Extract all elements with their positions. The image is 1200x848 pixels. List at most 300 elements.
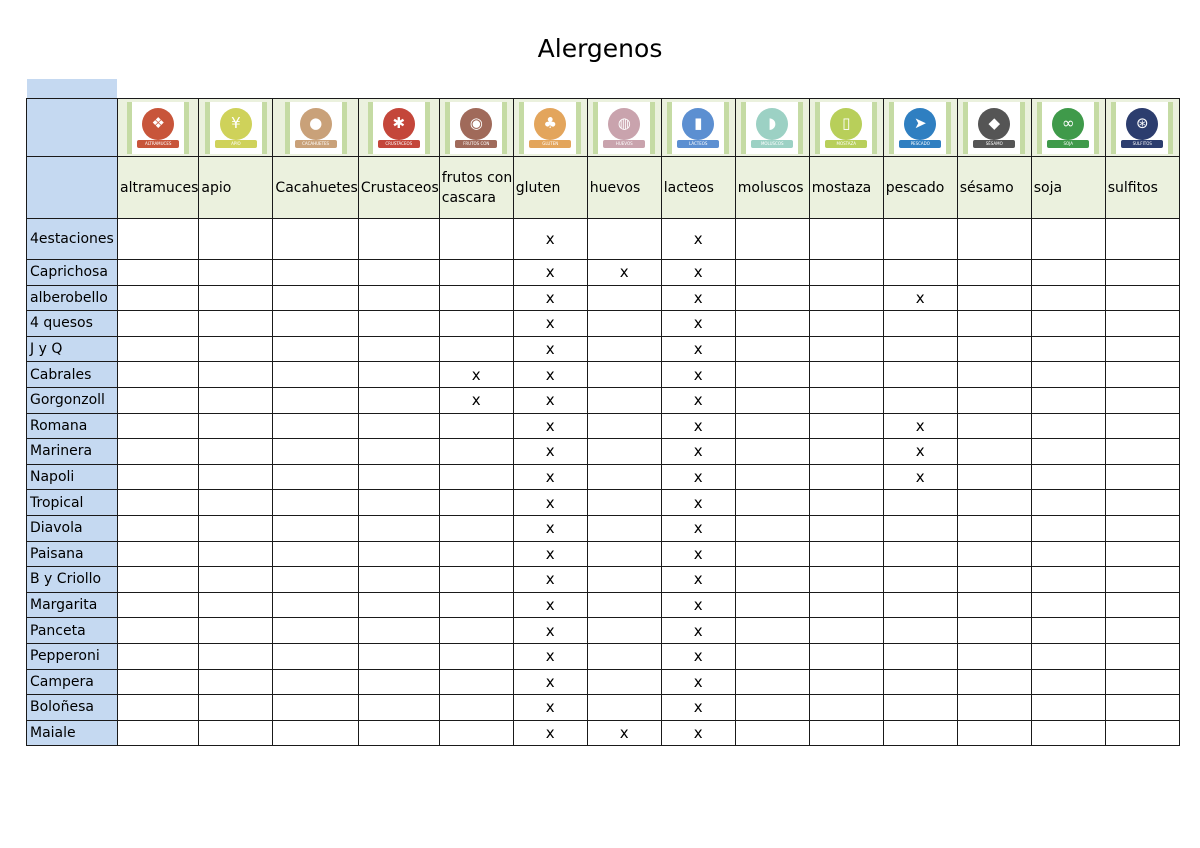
allergen-mark-cell xyxy=(809,260,883,286)
allergen-mark-cell xyxy=(439,618,513,644)
table-row xyxy=(27,592,1180,618)
allergen-mark-cell: x xyxy=(587,260,661,286)
allergen-mark-cell: x xyxy=(883,413,957,439)
allergen-mark-cell xyxy=(1031,362,1105,388)
allergen-symbol: ▯ xyxy=(830,108,862,140)
allergen-mark-cell xyxy=(883,336,957,362)
allergen-mark-cell xyxy=(957,336,1031,362)
allergen-badge-label: GLUTEN xyxy=(529,140,571,148)
allergen-badge-label: HUEVOS xyxy=(603,140,645,148)
allergen-mark-cell: x xyxy=(661,260,735,286)
allergen-mark-cell xyxy=(439,490,513,516)
allergen-mark-cell xyxy=(735,695,809,721)
allergen-icon-cell-8 xyxy=(735,99,809,157)
allergen-mark-cell xyxy=(199,490,273,516)
allergen-mark-cell xyxy=(358,260,439,286)
allergen-mark-cell xyxy=(587,567,661,593)
allergen-mark-cell xyxy=(358,413,439,439)
allergen-mark-cell xyxy=(439,669,513,695)
allergen-mark-cell xyxy=(957,720,1031,746)
table-row xyxy=(27,490,1180,516)
table-row xyxy=(27,567,1180,593)
allergen-mark-cell xyxy=(439,695,513,721)
table-row xyxy=(27,285,1180,311)
allergen-mark-cell xyxy=(809,669,883,695)
allergen-badge-label: SULFITOS xyxy=(1121,140,1163,148)
allergen-mark-cell xyxy=(809,285,883,311)
allergen-mark-cell xyxy=(1105,464,1179,490)
allergen-badge-label: MOSTAZA xyxy=(825,140,867,148)
allergen-mark-cell xyxy=(883,643,957,669)
allergen-name-cell: pescado xyxy=(883,157,957,219)
allergen-mark-cell xyxy=(957,669,1031,695)
peanut-icon xyxy=(285,102,347,154)
allergen-mark-cell: x xyxy=(513,567,587,593)
shell-icon xyxy=(741,102,803,154)
pizza-name-cell: Margarita xyxy=(27,592,118,618)
allergen-name-cell: soja xyxy=(1031,157,1105,219)
allergen-mark-cell xyxy=(118,336,199,362)
allergen-mark-cell xyxy=(957,490,1031,516)
allergen-mark-cell xyxy=(735,285,809,311)
pizza-name-cell: 4estaciones xyxy=(27,219,118,260)
allergen-mark-cell xyxy=(1105,439,1179,465)
allergen-mark-cell xyxy=(199,311,273,337)
allergen-mark-cell: x xyxy=(513,695,587,721)
allergen-mark-cell xyxy=(883,695,957,721)
allergen-symbol: ◆ xyxy=(978,108,1010,140)
allergen-mark-cell xyxy=(957,643,1031,669)
allergen-mark-cell xyxy=(809,439,883,465)
allergen-mark-cell xyxy=(1031,387,1105,413)
allergen-mark-cell xyxy=(439,439,513,465)
pizza-name-cell: Marinera xyxy=(27,439,118,465)
allergen-mark-cell: x xyxy=(661,695,735,721)
allergen-mark-cell xyxy=(358,464,439,490)
allergen-mark-cell xyxy=(439,285,513,311)
table-row xyxy=(27,336,1180,362)
allergen-mark-cell xyxy=(809,515,883,541)
allergen-mark-cell: x xyxy=(513,464,587,490)
allergen-mark-cell xyxy=(883,567,957,593)
lobster-icon xyxy=(368,102,430,154)
allergen-mark-cell xyxy=(957,439,1031,465)
allergen-mark-cell xyxy=(1105,260,1179,286)
allergen-mark-cell xyxy=(587,490,661,516)
allergen-mark-cell xyxy=(883,592,957,618)
allergen-mark-cell xyxy=(273,311,358,337)
allergen-mark-cell xyxy=(735,490,809,516)
pizza-name-cell: Campera xyxy=(27,669,118,695)
allergen-mark-cell xyxy=(587,515,661,541)
allergen-mark-cell xyxy=(809,362,883,388)
egg-icon xyxy=(593,102,655,154)
allergen-name-cell: huevos xyxy=(587,157,661,219)
allergen-mark-cell: x xyxy=(513,618,587,644)
allergen-mark-cell: x xyxy=(661,413,735,439)
table-row xyxy=(27,413,1180,439)
allergen-mark-cell xyxy=(883,387,957,413)
allergen-mark-cell xyxy=(883,669,957,695)
allergen-mark-cell: x xyxy=(513,490,587,516)
allergen-mark-cell xyxy=(273,515,358,541)
allergen-mark-cell: x xyxy=(661,311,735,337)
allergen-mark-cell: x xyxy=(661,567,735,593)
allergen-mark-cell xyxy=(439,413,513,439)
allergen-mark-cell xyxy=(199,695,273,721)
allergen-mark-cell xyxy=(118,490,199,516)
allergen-mark-cell xyxy=(118,567,199,593)
header-blank-cell xyxy=(27,157,118,219)
allergen-mark-cell xyxy=(809,387,883,413)
allergen-mark-cell xyxy=(587,336,661,362)
allergen-mark-cell xyxy=(358,592,439,618)
allergen-mark-cell xyxy=(1105,695,1179,721)
allergen-mark-cell xyxy=(439,336,513,362)
allergen-mark-cell xyxy=(439,311,513,337)
allergen-icon-cell-12 xyxy=(1031,99,1105,157)
pizza-name-cell: Cabrales xyxy=(27,362,118,388)
allergen-mark-cell xyxy=(1105,413,1179,439)
allergen-icon-cell-10 xyxy=(883,99,957,157)
allergen-name-cell: Crustaceos xyxy=(358,157,439,219)
allergen-mark-cell xyxy=(118,643,199,669)
allergen-mark-cell xyxy=(809,490,883,516)
allergen-mark-cell xyxy=(735,219,809,260)
allergen-mark-cell xyxy=(883,362,957,388)
allergen-mark-cell: x xyxy=(513,720,587,746)
allergen-mark-cell xyxy=(199,541,273,567)
allergen-mark-cell xyxy=(1105,567,1179,593)
allergen-mark-cell xyxy=(957,695,1031,721)
allergen-mark-cell: x xyxy=(513,219,587,260)
pizza-name-cell: Paisana xyxy=(27,541,118,567)
allergen-mark-cell xyxy=(735,362,809,388)
allergen-mark-cell xyxy=(199,439,273,465)
table-row xyxy=(27,311,1180,337)
allergen-mark-cell xyxy=(587,464,661,490)
allergen-mark-cell: x xyxy=(513,439,587,465)
allergen-mark-cell: x xyxy=(513,362,587,388)
allergen-name-cell: sésamo xyxy=(957,157,1031,219)
allergen-mark-cell xyxy=(809,720,883,746)
allergen-badge-label: SÉSAMO xyxy=(973,140,1015,148)
allergen-mark-cell: x xyxy=(661,285,735,311)
allergen-mark-cell xyxy=(1031,219,1105,260)
allergen-badge-label: APIO xyxy=(215,140,257,148)
allergen-mark-cell xyxy=(273,439,358,465)
allergen-mark-cell xyxy=(358,285,439,311)
allergen-symbol: ❖ xyxy=(142,108,174,140)
allergen-mark-cell xyxy=(358,439,439,465)
allergen-badge-label: SOJA xyxy=(1047,140,1089,148)
allergen-mark-cell xyxy=(439,720,513,746)
allergen-mark-cell xyxy=(1031,490,1105,516)
allergen-mark-cell xyxy=(358,669,439,695)
allergen-mark-cell xyxy=(199,387,273,413)
allergen-mark-cell xyxy=(273,260,358,286)
allergen-mark-cell xyxy=(1105,618,1179,644)
allergen-mark-cell: x xyxy=(513,336,587,362)
allergen-mark-cell xyxy=(358,336,439,362)
allergen-mark-cell xyxy=(735,720,809,746)
allergen-mark-cell xyxy=(118,260,199,286)
allergen-symbol: ♣ xyxy=(534,108,566,140)
allergen-mark-cell xyxy=(1031,618,1105,644)
allergen-mark-cell xyxy=(883,219,957,260)
page-title: Alergenos xyxy=(537,34,663,63)
allergen-icon-cell-1 xyxy=(199,99,273,157)
allergen-mark-cell xyxy=(199,464,273,490)
allergen-mark-cell xyxy=(273,669,358,695)
allergen-mark-cell xyxy=(199,285,273,311)
allergen-name-cell: mostaza xyxy=(809,157,883,219)
allergen-mark-cell xyxy=(358,541,439,567)
allergen-badge-label: LÁCTEOS xyxy=(677,140,719,148)
allergen-mark-cell xyxy=(1105,362,1179,388)
allergen-symbol: ➤ xyxy=(904,108,936,140)
allergen-symbol: ◗ xyxy=(756,108,788,140)
allergen-mark-cell xyxy=(587,413,661,439)
allergen-mark-cell xyxy=(358,567,439,593)
allergen-icon-cell-0 xyxy=(118,99,199,157)
pizza-name-cell: Panceta xyxy=(27,618,118,644)
table-row xyxy=(27,439,1180,465)
allergen-mark-cell xyxy=(118,618,199,644)
mustard-icon xyxy=(815,102,877,154)
allergen-mark-cell xyxy=(1031,592,1105,618)
allergen-mark-cell xyxy=(199,720,273,746)
allergen-icon-cell-13 xyxy=(1105,99,1179,157)
allergen-mark-cell xyxy=(1031,541,1105,567)
allergen-name-cell: apio xyxy=(199,157,273,219)
allergen-name-cell: lacteos xyxy=(661,157,735,219)
allergen-mark-cell xyxy=(883,260,957,286)
allergen-mark-cell xyxy=(439,260,513,286)
allergen-mark-cell: x xyxy=(661,720,735,746)
allergen-mark-cell xyxy=(439,541,513,567)
allergen-icon-cell-6 xyxy=(587,99,661,157)
icon-header-row xyxy=(27,99,1180,157)
allergen-mark-cell: x xyxy=(513,643,587,669)
allergen-mark-cell xyxy=(118,464,199,490)
wheat-icon xyxy=(519,102,581,154)
allergen-mark-cell xyxy=(883,311,957,337)
allergen-mark-cell xyxy=(118,515,199,541)
allergen-icon-cell-5 xyxy=(513,99,587,157)
allergen-mark-cell xyxy=(957,362,1031,388)
allergen-mark-cell: x xyxy=(661,669,735,695)
allergen-mark-cell xyxy=(118,387,199,413)
allergen-mark-cell xyxy=(199,669,273,695)
allergen-mark-cell xyxy=(439,592,513,618)
allergen-mark-cell xyxy=(735,464,809,490)
allergen-symbol: ✱ xyxy=(383,108,415,140)
allergen-symbol: ● xyxy=(300,108,332,140)
allergen-mark-cell xyxy=(735,541,809,567)
allergen-mark-cell xyxy=(587,592,661,618)
allergen-mark-cell xyxy=(439,515,513,541)
pizza-name-cell: Maiale xyxy=(27,720,118,746)
pizza-name-cell: Caprichosa xyxy=(27,260,118,286)
allergen-mark-cell xyxy=(118,219,199,260)
allergen-symbol: ◍ xyxy=(608,108,640,140)
allergen-mark-cell xyxy=(1031,311,1105,337)
celery-icon xyxy=(205,102,267,154)
allergen-mark-cell xyxy=(957,311,1031,337)
allergen-mark-cell xyxy=(273,720,358,746)
allergen-mark-cell xyxy=(358,219,439,260)
allergen-mark-cell xyxy=(273,695,358,721)
allergen-mark-cell xyxy=(1105,541,1179,567)
allergen-mark-cell xyxy=(1031,413,1105,439)
allergen-mark-cell: x xyxy=(883,439,957,465)
table-row xyxy=(27,669,1180,695)
allergen-mark-cell xyxy=(1031,515,1105,541)
allergen-mark-cell: x xyxy=(661,618,735,644)
allergen-mark-cell: x xyxy=(439,362,513,388)
allergen-mark-cell xyxy=(273,413,358,439)
pizza-name-cell: Romana xyxy=(27,413,118,439)
allergen-mark-cell xyxy=(1105,311,1179,337)
allergen-mark-cell xyxy=(587,643,661,669)
allergen-mark-cell xyxy=(118,695,199,721)
allergen-mark-cell xyxy=(199,618,273,644)
allergen-mark-cell xyxy=(735,260,809,286)
allergen-mark-cell xyxy=(273,490,358,516)
allergen-mark-cell xyxy=(1105,720,1179,746)
allergen-mark-cell: x xyxy=(661,541,735,567)
table-row xyxy=(27,541,1180,567)
allergen-mark-cell: x xyxy=(661,592,735,618)
allergen-mark-cell: x xyxy=(661,490,735,516)
table-row xyxy=(27,219,1180,260)
header-blank-cell xyxy=(27,99,118,157)
pizza-name-cell: Boloñesa xyxy=(27,695,118,721)
allergen-icon-cell-9 xyxy=(809,99,883,157)
allergen-mark-cell: x xyxy=(513,387,587,413)
allergen-mark-cell: x xyxy=(661,643,735,669)
allergen-mark-cell xyxy=(1105,515,1179,541)
allergen-mark-cell xyxy=(273,567,358,593)
allergen-mark-cell xyxy=(199,413,273,439)
allergen-mark-cell xyxy=(1031,285,1105,311)
allergen-mark-cell xyxy=(199,592,273,618)
fish-icon xyxy=(889,102,951,154)
allergen-mark-cell: x xyxy=(513,260,587,286)
table-row xyxy=(27,643,1180,669)
allergen-mark-cell xyxy=(273,464,358,490)
allergen-mark-cell xyxy=(1105,592,1179,618)
pizza-name-cell: Tropical xyxy=(27,490,118,516)
table-row xyxy=(27,515,1180,541)
allergen-mark-cell xyxy=(587,695,661,721)
allergen-mark-cell xyxy=(1105,490,1179,516)
allergen-icon-cell-2 xyxy=(273,99,358,157)
allergen-mark-cell xyxy=(118,439,199,465)
allergen-mark-cell xyxy=(199,643,273,669)
allergen-mark-cell xyxy=(957,260,1031,286)
allergen-mark-cell xyxy=(1031,260,1105,286)
allergen-mark-cell xyxy=(118,669,199,695)
allergen-mark-cell xyxy=(587,387,661,413)
table-row xyxy=(27,260,1180,286)
allergen-badge-label: ALTRAMUCES xyxy=(137,140,179,148)
pizza-name-cell: alberobello xyxy=(27,285,118,311)
allergen-mark-cell: x xyxy=(513,669,587,695)
allergen-symbol: ◉ xyxy=(460,108,492,140)
allergen-name-cell: frutos con cascara xyxy=(439,157,513,219)
allergen-mark-cell xyxy=(809,592,883,618)
allergen-symbol: ¥ xyxy=(220,108,252,140)
allergen-mark-cell xyxy=(809,336,883,362)
allergen-mark-cell xyxy=(358,643,439,669)
allergen-mark-cell xyxy=(439,219,513,260)
allergen-icon-cell-7 xyxy=(661,99,735,157)
allergen-mark-cell xyxy=(735,439,809,465)
allergen-mark-cell xyxy=(735,311,809,337)
allergen-mark-cell xyxy=(1031,567,1105,593)
allergen-mark-cell xyxy=(587,669,661,695)
allergen-mark-cell xyxy=(358,695,439,721)
pizza-name-cell: J y Q xyxy=(27,336,118,362)
allergen-mark-cell xyxy=(809,567,883,593)
allergen-mark-cell xyxy=(883,541,957,567)
allergen-mark-cell xyxy=(118,413,199,439)
allergen-mark-cell xyxy=(118,362,199,388)
allergen-badge-label: CACAHUETES xyxy=(295,140,337,148)
allergen-mark-cell xyxy=(957,541,1031,567)
allergen-mark-cell xyxy=(358,362,439,388)
allergen-mark-cell xyxy=(587,541,661,567)
table-row xyxy=(27,695,1180,721)
allergen-mark-cell xyxy=(1031,336,1105,362)
allergen-mark-cell xyxy=(199,362,273,388)
allergen-mark-cell xyxy=(957,567,1031,593)
allergen-mark-cell xyxy=(809,413,883,439)
allergen-mark-cell xyxy=(735,387,809,413)
allergen-mark-cell xyxy=(199,515,273,541)
allergen-table xyxy=(26,98,1180,746)
allergen-mark-cell xyxy=(883,515,957,541)
allergen-mark-cell xyxy=(735,336,809,362)
allergen-mark-cell xyxy=(199,336,273,362)
table-row xyxy=(27,720,1180,746)
allergen-mark-cell xyxy=(1031,439,1105,465)
allergen-mark-cell: x xyxy=(513,592,587,618)
allergen-mark-cell xyxy=(1105,336,1179,362)
allergen-name-cell: gluten xyxy=(513,157,587,219)
allergen-mark-cell xyxy=(735,643,809,669)
allergen-mark-cell xyxy=(957,285,1031,311)
allergen-mark-cell xyxy=(587,285,661,311)
allergen-mark-cell: x xyxy=(661,362,735,388)
allergen-mark-cell xyxy=(358,720,439,746)
allergen-mark-cell xyxy=(957,618,1031,644)
allergen-mark-cell xyxy=(118,285,199,311)
allergen-mark-cell xyxy=(439,643,513,669)
allergen-mark-cell xyxy=(439,464,513,490)
allergen-mark-cell xyxy=(809,464,883,490)
allergen-mark-cell xyxy=(439,567,513,593)
nut-icon xyxy=(445,102,507,154)
soy-icon xyxy=(1037,102,1099,154)
allergen-mark-cell xyxy=(273,285,358,311)
milk-icon xyxy=(667,102,729,154)
allergen-mark-cell xyxy=(1105,285,1179,311)
allergen-mark-cell xyxy=(587,362,661,388)
allergen-name-cell: altramuces xyxy=(118,157,199,219)
